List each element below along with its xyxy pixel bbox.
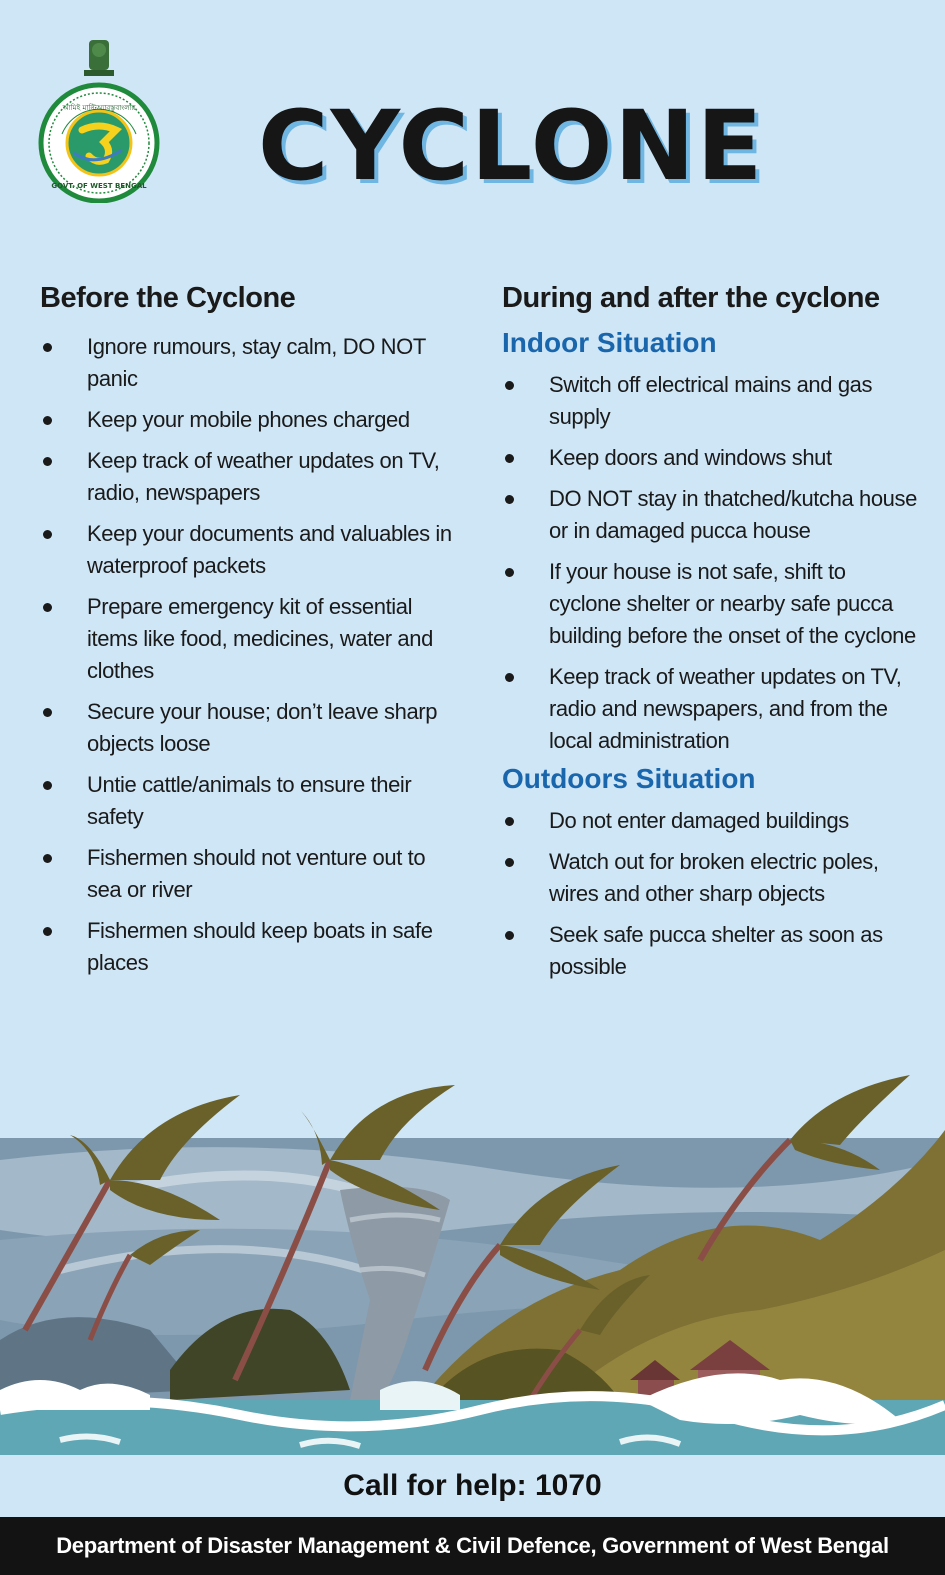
list-item: Ignore rumours, stay calm, DO NOT panic: [40, 331, 460, 395]
list-item: Fishermen should not venture out to sea or river: [40, 842, 460, 906]
list-item: Keep your documents and valuables in waterproof packets: [40, 518, 460, 582]
list-item: Secure your house; don’t leave sharp objects loose: [40, 696, 460, 760]
during-after-heading: During and after the cyclone: [502, 282, 880, 314]
indoor-list: [502, 369, 922, 757]
helpline-text: Call for help: 1070: [0, 1455, 945, 1517]
before-cyclone-heading: Before the Cyclone: [40, 282, 296, 314]
before-cyclone-section: [40, 282, 460, 989]
cyclone-storm-illustration: [0, 1070, 945, 1460]
outdoor-heading: Outdoors Situation: [502, 763, 756, 794]
list-item: Watch out for broken electric poles, wires and other sharp objects: [502, 846, 922, 910]
indoor-heading: Indoor Situation: [502, 327, 717, 358]
page-title: CYCLONE: [258, 90, 765, 202]
list-item: Keep doors and windows shut: [502, 442, 922, 474]
list-item: Prepare emergency kit of essential items like food, medicines, water and clothes: [40, 591, 460, 687]
list-item: Keep your mobile phones charged: [40, 404, 460, 436]
west-bengal-emblem-logo: [34, 38, 164, 203]
emblem-motto: আমিই মাল্টিঅ্যাবস্তুবাংলার: [62, 104, 136, 112]
before-cyclone-list: [40, 331, 460, 979]
list-item: Seek safe pucca shelter as soon as possible: [502, 919, 922, 983]
list-item: Switch off electrical mains and gas supply: [502, 369, 922, 433]
list-item: Do not enter damaged buildings: [502, 805, 922, 837]
list-item: If your house is not safe, shift to cyclone shelter or nearby safe pucca building before the onset of the cyclone: [502, 556, 922, 652]
list-item: Untie cattle/animals to ensure their safety: [40, 769, 460, 833]
during-after-section: [502, 282, 922, 993]
list-item: DO NOT stay in thatched/kutcha house or in damaged pucca house: [502, 483, 922, 547]
list-item: Keep track of weather updates on TV, radio and newspapers, and from the local administration: [502, 661, 922, 757]
list-item: Keep track of weather updates on TV, radio, newspapers: [40, 445, 460, 509]
footer-department: Department of Disaster Management & Civil Defence, Government of West Bengal: [0, 1517, 945, 1575]
outdoor-list: [502, 805, 922, 983]
list-item: Fishermen should keep boats in safe places: [40, 915, 460, 979]
emblem-caption: GOVT. OF WEST BENGAL: [51, 182, 147, 190]
